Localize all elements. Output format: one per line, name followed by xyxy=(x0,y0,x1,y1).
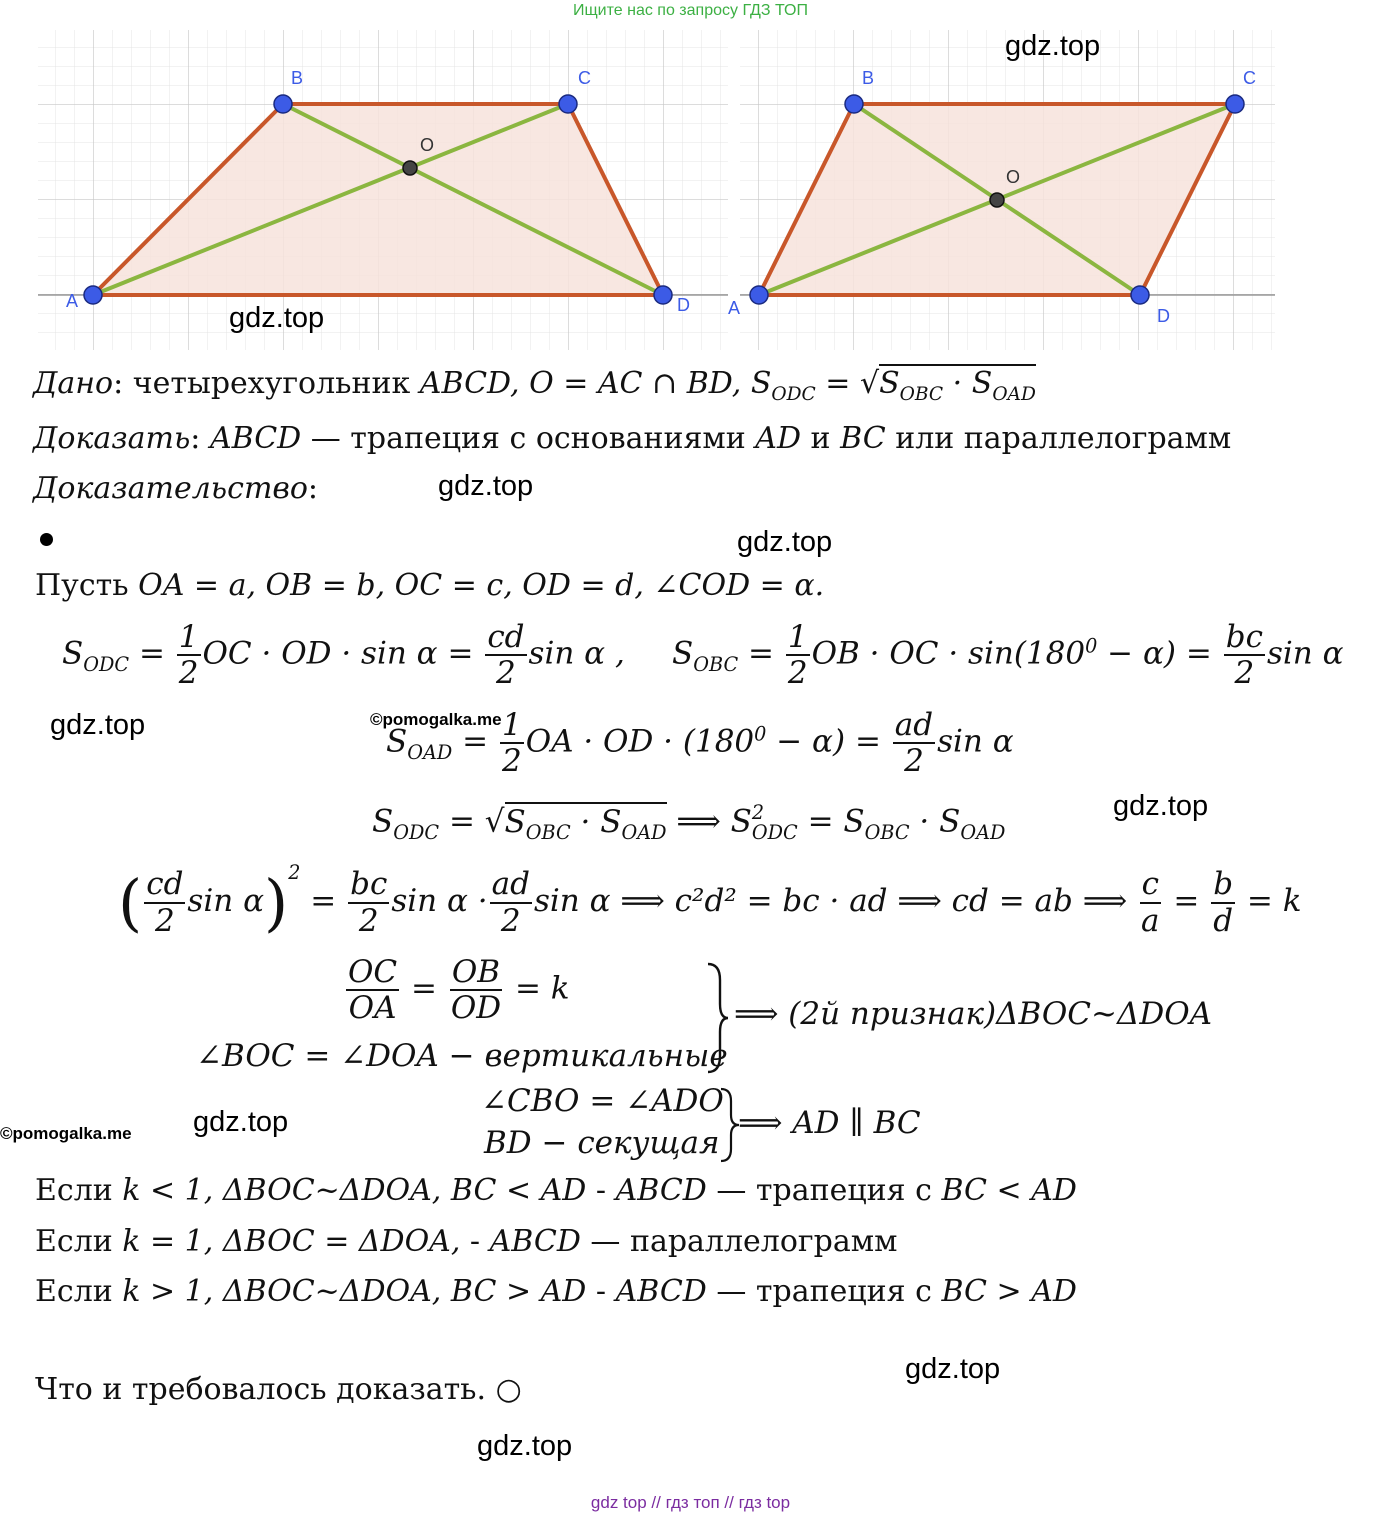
sq-n3: ad xyxy=(491,866,530,903)
left-label-d: D xyxy=(677,295,690,315)
sobc-sub: OBC xyxy=(693,652,739,676)
b-d-fraction xyxy=(1211,867,1235,937)
parallel-line-1: ∠CBO = ∠ADO xyxy=(481,1083,724,1119)
let-word: Пусть xyxy=(35,568,139,603)
given-rad-dot: · S xyxy=(943,366,993,401)
sobc-tail: sin α xyxy=(1266,635,1344,672)
left-label-a: A xyxy=(66,291,79,311)
footer-links[interactable]: gdz top // гдз топ // гдз top xyxy=(590,1493,791,1512)
sq-d5: d xyxy=(1213,902,1234,939)
right-label-o: O xyxy=(1006,167,1021,187)
right-point-o xyxy=(990,193,1004,207)
ratio-n1: OC xyxy=(348,954,398,990)
bc-num: bc xyxy=(1225,619,1263,655)
let-formula: OA = a, OB = b, OC = c, OD = d, ∠COD = α. xyxy=(138,568,825,603)
prove-t3: или параллелограмм xyxy=(885,421,1232,456)
prove-t1: — трапеция с основаниями xyxy=(301,421,756,456)
sq-sin1: sin α xyxy=(187,883,264,919)
half-num: 1 xyxy=(178,619,199,655)
sq-sin2: sin α · xyxy=(391,883,488,919)
watermark: gdz.top xyxy=(737,526,833,558)
sodc-s: S xyxy=(62,635,84,672)
sq-n5: b xyxy=(1213,866,1234,903)
sq-pow: 2 xyxy=(288,861,301,884)
soad-s: S xyxy=(386,723,408,760)
case-formula: k = 1, ΔBOC = ΔDOA, xyxy=(122,1224,461,1259)
proof-label: Доказательство xyxy=(33,471,308,506)
pomogalka-watermark: ©pomogalka.me xyxy=(370,710,502,729)
eq-soad xyxy=(386,708,1014,778)
right-label-d: D xyxy=(1157,306,1170,326)
case-line xyxy=(35,1274,1077,1309)
sq-d1: 2 xyxy=(154,902,175,939)
ad-den: 2 xyxy=(904,743,924,780)
case-figure: ABCD xyxy=(615,1274,707,1309)
root-sub3: OAD xyxy=(621,820,667,844)
root-t3: ⟹ S xyxy=(666,803,752,840)
case-text: — параллелограмм xyxy=(580,1224,898,1259)
case-formula: k > 1, ΔBOC~ΔDOA, BC > AD xyxy=(122,1274,587,1309)
sq-rest: sin α ⟹ c²d² = bc · ad ⟹ cd = ab ⟹ xyxy=(533,883,1138,919)
right-label-b: B xyxy=(862,68,875,88)
watermark: gdz.top xyxy=(229,302,325,334)
parallel-result: ⟹ AD ∥ BC xyxy=(738,1105,921,1141)
paren-open: ( xyxy=(118,866,143,939)
case-text: — трапеция с xyxy=(706,1274,942,1309)
figures xyxy=(0,22,1381,357)
soad-eq: = xyxy=(452,723,498,760)
watermark: gdz.top xyxy=(1113,790,1209,822)
root-radicand xyxy=(504,802,667,844)
sodc-eq: = xyxy=(129,635,175,672)
sq-d2: 2 xyxy=(358,902,379,939)
sodc-tail: sin α , xyxy=(528,635,625,672)
watermark: gdz.top xyxy=(50,709,146,741)
cd-fraction xyxy=(144,867,185,937)
cd-den: 2 xyxy=(496,655,516,692)
case-word: Если xyxy=(35,1224,123,1259)
sq-d4: a xyxy=(1141,902,1160,939)
proof-line xyxy=(33,471,318,506)
soad-tail: sin α xyxy=(937,723,1014,760)
ad-num: ad xyxy=(894,707,934,743)
left-label-o: O xyxy=(420,135,435,155)
watermark: gdz.top xyxy=(477,1430,573,1462)
given-radicand xyxy=(879,364,1036,405)
case-cond: BC < AD xyxy=(941,1173,1077,1208)
ratio-eq: = xyxy=(401,970,447,1007)
given-formula: ABCD, O = AC ∩ BD, xyxy=(419,366,751,401)
left-label-b: B xyxy=(291,68,304,88)
case-line xyxy=(35,1173,1077,1208)
soad-deg: 0 xyxy=(754,722,767,746)
sobc-s: S xyxy=(672,635,694,672)
sodc-sub: ODC xyxy=(83,652,130,676)
sobc-deg: 0 xyxy=(1085,634,1098,658)
c-a-fraction xyxy=(1139,867,1161,937)
pomogalka-watermark: ©pomogalka.me xyxy=(0,1124,132,1143)
given-s: S xyxy=(750,366,772,401)
sq-eq: = xyxy=(300,883,347,919)
eq-sodc xyxy=(62,620,625,690)
watermark: gdz.top xyxy=(438,470,534,502)
parallel-line-2: BD − секущая xyxy=(484,1125,720,1161)
watermark: gdz.top xyxy=(193,1106,289,1138)
bc-den: 2 xyxy=(1234,655,1255,692)
half-den: 2 xyxy=(787,655,808,692)
root-t1: = √ xyxy=(439,803,505,840)
left-point-a xyxy=(84,286,102,304)
ratio-d2: OD xyxy=(450,990,502,1027)
soad-mid: OA · OD · (180 xyxy=(525,723,755,760)
case-text: — трапеция с xyxy=(706,1173,942,1208)
given-rad-s: S xyxy=(879,366,900,401)
given-eq: = √ xyxy=(815,366,880,401)
half-fraction xyxy=(177,620,201,690)
root-sup: 2 xyxy=(751,801,765,824)
sq-n2: bc xyxy=(350,866,388,903)
left-point-o xyxy=(403,161,417,175)
root-sub2: OBC xyxy=(525,820,571,844)
root-sub6: OAD xyxy=(960,820,1006,844)
case-formula: k < 1, ΔBOC~ΔDOA, BC < AD xyxy=(122,1173,587,1208)
right-brace xyxy=(704,962,730,1074)
given-s-sub: ODC xyxy=(771,384,816,405)
proof-colon: : xyxy=(307,471,319,506)
root-s1: S xyxy=(372,803,394,840)
cd-num: cd xyxy=(487,619,525,655)
ob-od-fraction xyxy=(449,955,503,1025)
eq-root xyxy=(372,803,1005,844)
prove-line xyxy=(33,421,1231,456)
left-point-b xyxy=(274,95,292,113)
given-rad-sub1: OBC xyxy=(899,384,944,405)
soad-sub: OAD xyxy=(407,740,453,764)
ratio-tail: = k xyxy=(505,970,570,1007)
sodc-mid: OC · OD · sin α = xyxy=(202,635,484,672)
given-text: : четырехугольник xyxy=(113,366,420,401)
watermark: gdz.top xyxy=(1005,30,1101,62)
ratio-n2: OB xyxy=(451,954,501,990)
prove-t2: и xyxy=(801,421,841,456)
root-supsub xyxy=(752,803,798,843)
sobc-mid2: − α) = xyxy=(1097,635,1222,672)
root-sub4: ODC xyxy=(751,821,798,845)
ratio-line xyxy=(344,955,570,1025)
half-den: 2 xyxy=(178,655,199,692)
root-r1: S xyxy=(504,803,526,840)
angle-line: ∠BOC = ∠DOA − вертикальные xyxy=(196,1038,728,1074)
similarity-result: ⟹ (2й признак)ΔBOC~ΔDOA xyxy=(734,996,1213,1032)
watermark: gdz.top xyxy=(905,1353,1001,1385)
right-label-a: A xyxy=(728,298,741,318)
half-den: 2 xyxy=(501,743,522,780)
right-label-c: C xyxy=(1243,68,1256,88)
half-num: 1 xyxy=(501,707,522,743)
root-t4: = S xyxy=(797,803,865,840)
case-line xyxy=(35,1224,897,1259)
half-num: 1 xyxy=(787,619,808,655)
eq-square xyxy=(118,861,1302,939)
ratio-d1: OA xyxy=(348,990,397,1027)
soad-mid2: − α) = xyxy=(766,723,891,760)
case-figure: ABCD xyxy=(489,1224,581,1259)
root-t5: · S xyxy=(909,803,961,840)
right-point-b xyxy=(845,95,863,113)
prove-f3: BC xyxy=(840,421,886,456)
given-line xyxy=(33,366,1036,405)
right-point-d xyxy=(1131,286,1149,304)
ad-fraction xyxy=(893,708,935,778)
right-point-a xyxy=(750,286,768,304)
sq-n1: cd xyxy=(146,866,184,903)
prove-f2: AD xyxy=(755,421,802,456)
case-word: Если xyxy=(35,1173,123,1208)
sobc-eq: = xyxy=(738,635,784,672)
case-figure: ABCD xyxy=(615,1173,707,1208)
conclusion: Что и требовалось доказать. ○ xyxy=(35,1372,522,1407)
right-point-c xyxy=(1226,95,1244,113)
eq-sobc xyxy=(672,620,1344,690)
bc-fraction xyxy=(348,867,389,937)
half-fraction xyxy=(500,708,524,778)
prove-label: Доказать xyxy=(33,421,191,456)
let-line xyxy=(35,568,824,603)
case-dash: - xyxy=(460,1224,490,1259)
root-t2: · S xyxy=(570,803,622,840)
sq-eq2: = xyxy=(1163,883,1210,919)
paren-close: ) xyxy=(264,866,289,939)
left-point-d xyxy=(654,286,672,304)
left-point-c xyxy=(559,95,577,113)
top-banner[interactable]: Ищите нас по запросу ГДЗ ТОП xyxy=(573,2,808,19)
prove-f1: ABCD xyxy=(209,421,302,456)
sq-d3: 2 xyxy=(500,902,521,939)
half-fraction xyxy=(786,620,810,690)
cd-fraction xyxy=(485,620,526,690)
given-rad-sub2: OAD xyxy=(992,384,1036,405)
given-label: Дано xyxy=(33,366,114,401)
case-dash: - xyxy=(586,1173,616,1208)
sq-tail: = k xyxy=(1237,883,1302,919)
bullet xyxy=(40,533,53,546)
sobc-mid: OB · OC · sin(180 xyxy=(811,635,1086,672)
root-sub5: OBC xyxy=(864,820,910,844)
oc-oa-fraction xyxy=(346,955,399,1025)
left-label-c: C xyxy=(578,68,591,88)
prove-colon: : xyxy=(190,421,210,456)
ad-fraction xyxy=(490,867,532,937)
bc-fraction xyxy=(1224,620,1265,690)
case-word: Если xyxy=(35,1274,123,1309)
case-cond: BC > AD xyxy=(941,1274,1077,1309)
case-dash: - xyxy=(586,1274,616,1309)
root-sub1: ODC xyxy=(393,820,440,844)
sq-n4: c xyxy=(1141,866,1159,903)
